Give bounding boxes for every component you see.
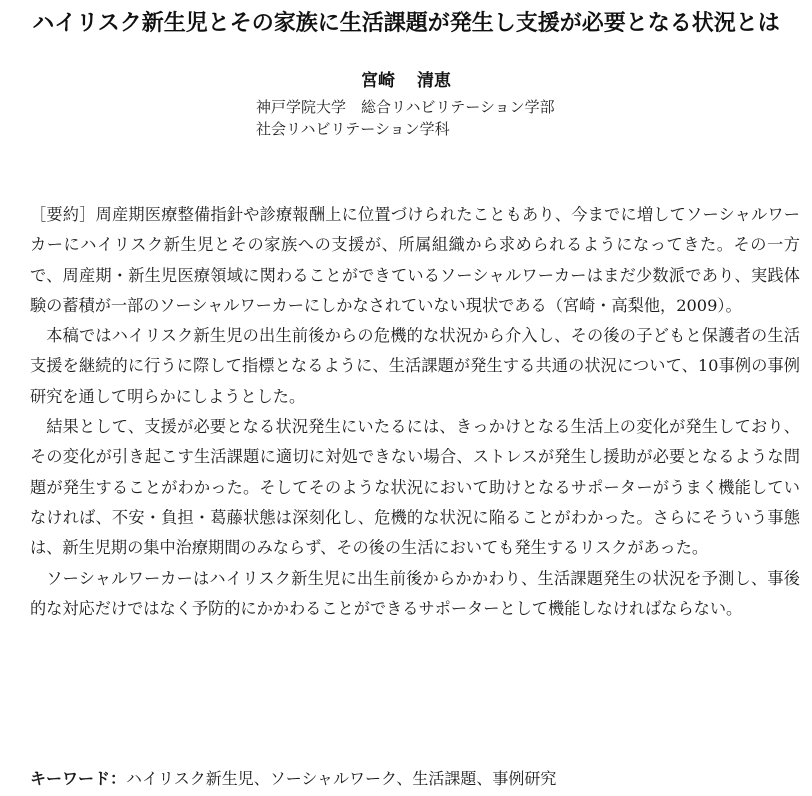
affiliation-department: 社会リハビリテーション学科 — [256, 120, 450, 138]
abstract-paragraph-1 — [30, 200, 800, 321]
abstract-label: ［要約］ — [30, 205, 96, 224]
affiliation-university: 神戸学院大学 総合リハビリテーション学部 — [256, 98, 555, 116]
abstract — [30, 200, 800, 624]
author-given-name: 清恵 — [417, 71, 451, 91]
abstract-paragraph-2: 本稿ではハイリスク新生児の出生前後からの危機的な状況から介入し、その後の子どもと保護者の生活支援を継続的に行うに際して指標となるように、生活課題が発生する共通の状況について、10事例の事例研究を通して明らかにしようとした。 — [30, 326, 800, 406]
keywords-list: ハイリスク新生児、ソーシャルワーク、生活課題、事例研究 — [126, 769, 557, 788]
keywords-label: キーワード： — [30, 769, 127, 788]
author-family-name: 宮崎 — [361, 71, 395, 91]
author-name — [0, 66, 812, 91]
abstract-paragraph-4: ソーシャルワーカーはハイリスク新生児に出生前後からかかわり、生活課題発生の状況を予測し、事後的な対応だけではなく予防的にかかわることができるサポーターとして機能しなければならない。 — [30, 568, 800, 618]
abstract-paragraph-1-text: 周産期医療整備指針や診療報酬上に位置づけられたこともあり、今までに増してソーシャルワーカーにハイリスク新生児とその家族への支援が、所属組織から求められるようになってきた。その一方で、周産期・新生児医療領域に関わることができているソーシャルワーカーはまだ少数派であり、実践体験の蓄積が一部のソーシャルワーカーにしかなされていない現状である（宮崎・高梨他，2009）。 — [30, 205, 800, 315]
paper-title: ハイリスク新生児とその家族に生活課題が発生し支援が必要となる状況とは — [32, 11, 780, 36]
keywords — [30, 766, 556, 789]
abstract-paragraph-3: 結果として、支援が必要となる状況発生にいたるには、きっかけとなる生活上の変化が発生しており、その変化が引き起こす生活課題に適切に対処できない場合、ストレスが発生し援助が必要となるような問題が発生することがわかった。そしてそのような状況において助けとなるサポーターがうまく機能していなければ、不安・負担・葛藤状態は深刻化し、危機的な状況に陥ることがわかった。さらにそういう事態は、新生児期の集中治療期間のみならず、その後の生活においても発生するリスクがあった。 — [30, 417, 800, 558]
